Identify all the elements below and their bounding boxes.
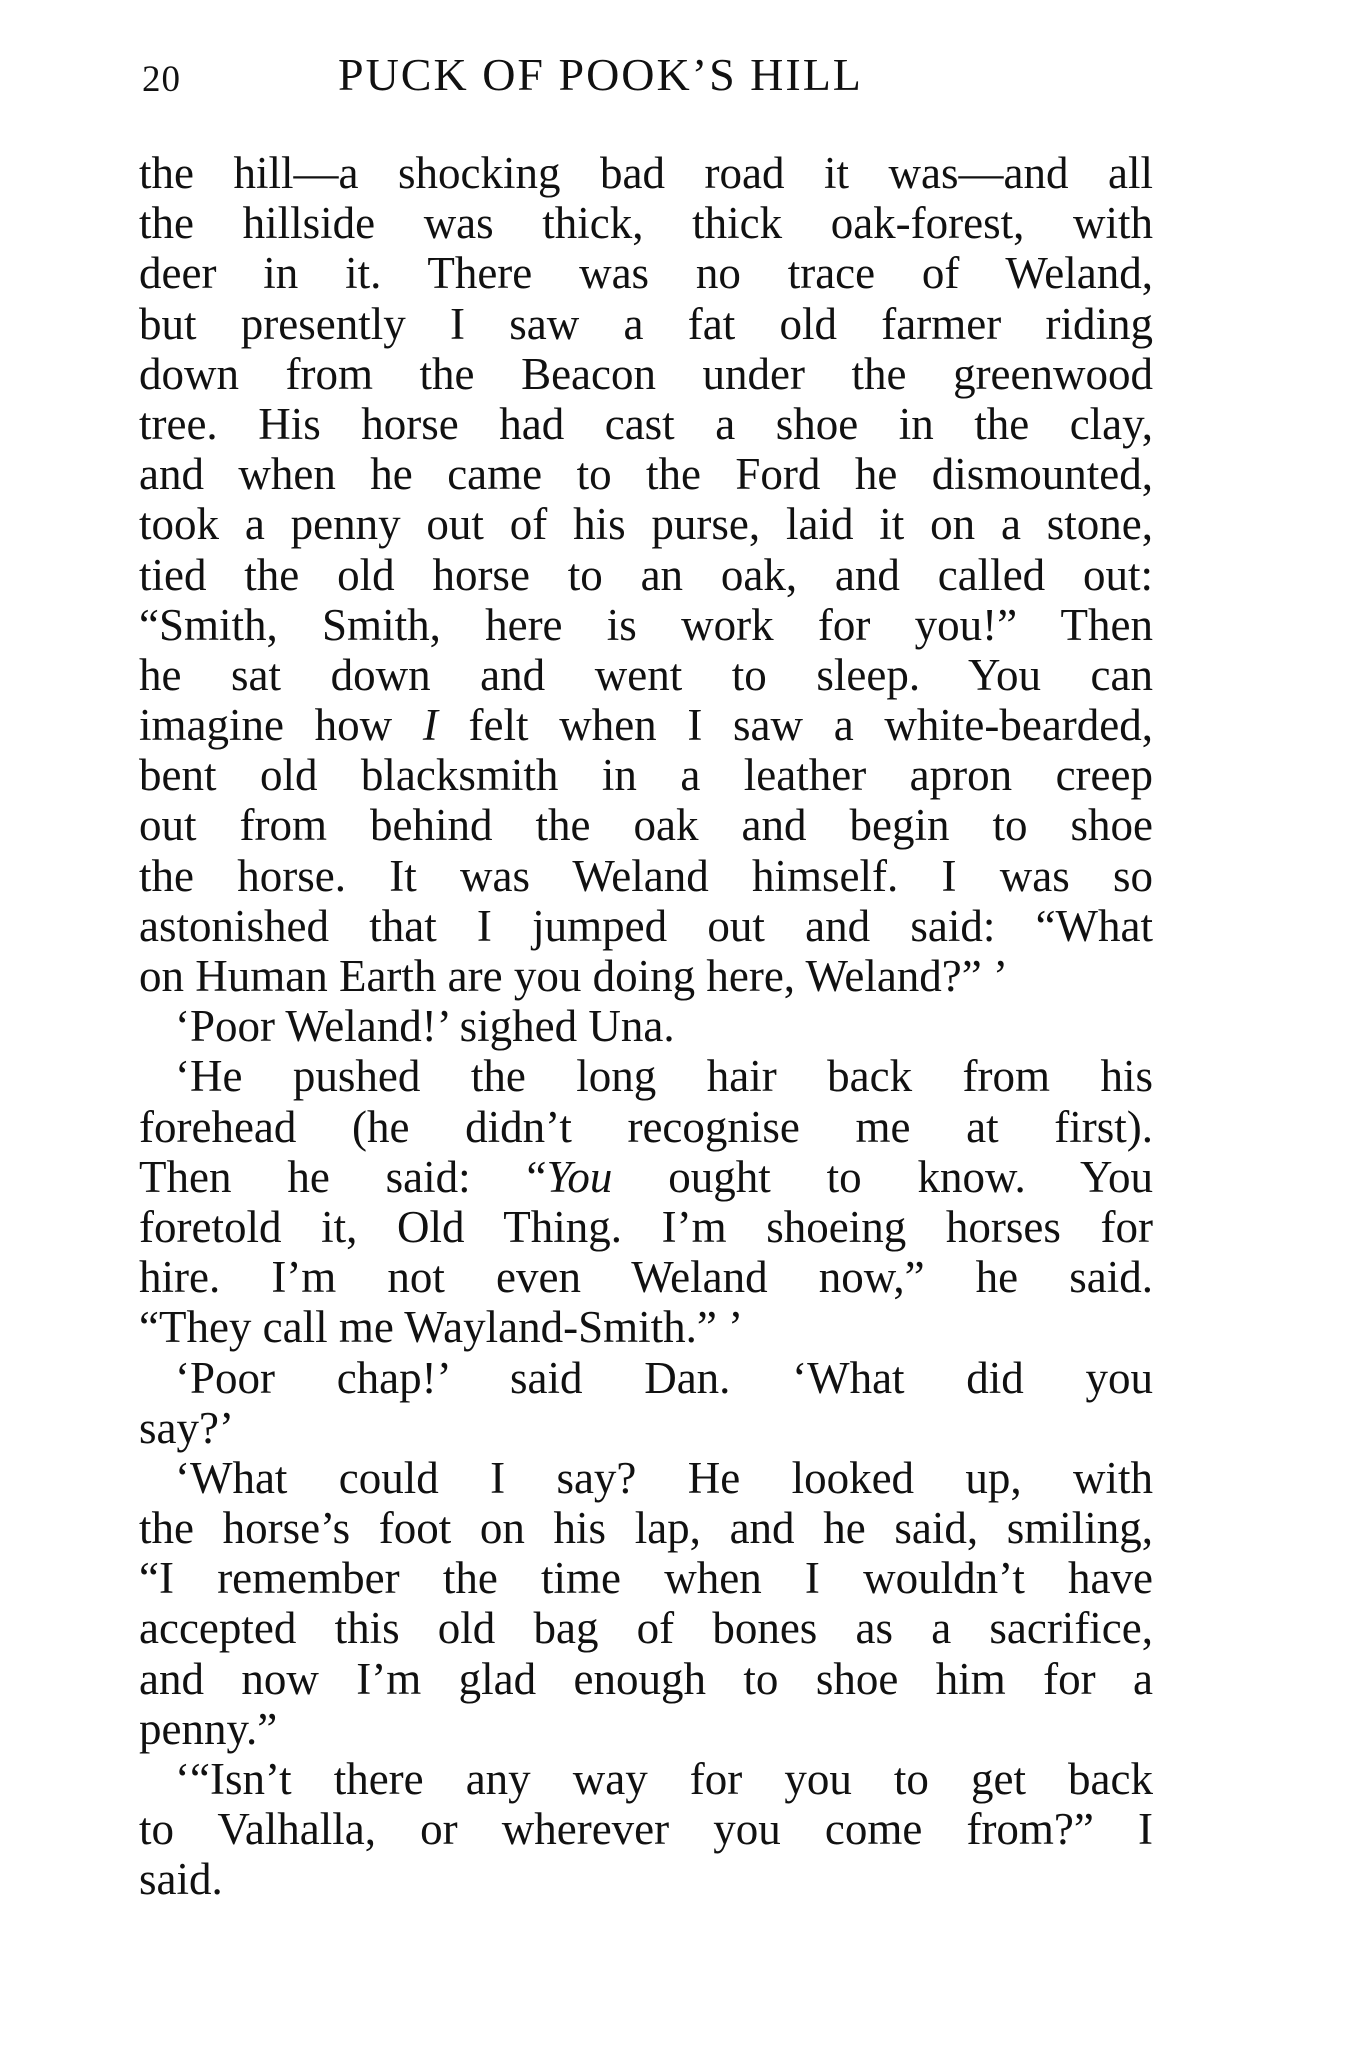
text-line: deer in it. There was no trace of Weland,	[139, 248, 1153, 299]
text-line: forehead (he didn’t recognise me at first).	[139, 1101, 1153, 1152]
text-line: and now I’m glad enough to shoe him for a	[139, 1653, 1153, 1704]
text-line	[139, 700, 1153, 750]
text-line: the horse’s foot on his lap, and he said, smiling,	[139, 1503, 1153, 1554]
text-segment: Then he said: “	[139, 1151, 547, 1202]
text-line: the hill—a shocking bad road it was—and all	[139, 148, 1153, 198]
emphasized-word: I	[422, 700, 438, 751]
text-line: hire. I’m not even Weland now,” he said.	[139, 1252, 1153, 1303]
text-line: ‘Poor Weland!’ sighed Una.	[175, 1001, 675, 1052]
text-line: the hillside was thick, thick oak-forest, with	[139, 198, 1153, 249]
text-line: he sat down and went to sleep. You can	[139, 649, 1153, 700]
text-line	[139, 1152, 1153, 1202]
text-line: bent old blacksmith in a leather apron creep	[139, 750, 1153, 801]
text-line: astonished that I jumped out and said: “What	[139, 900, 1153, 951]
text-line: tree. His horse had cast a shoe in the clay,	[139, 398, 1153, 449]
text-segment: ought to know. You	[612, 1151, 1153, 1202]
text-line: accepted this old bag of bones as a sacrifice,	[139, 1603, 1153, 1654]
text-line: tied the old horse to an oak, and called out:	[139, 549, 1153, 600]
text-line: ‘What could I say? He looked up, with	[175, 1452, 1153, 1503]
text-line: “I remember the time when I wouldn’t have	[139, 1553, 1153, 1604]
text-line: but presently I saw a fat old farmer riding	[139, 298, 1153, 349]
text-line: down from the Beacon under the greenwood	[139, 348, 1153, 399]
text-segment: felt when I saw a white-bearded,	[437, 700, 1153, 751]
running-title: PUCK OF POOK’S HILL	[338, 49, 863, 100]
text-line: “Smith, Smith, here is work for you!” Then	[139, 599, 1153, 650]
text-line: foretold it, Old Thing. I’m shoeing horses for	[139, 1201, 1153, 1252]
text-line: ‘Poor chap!’ said Dan. ‘What did you	[175, 1352, 1153, 1403]
text-line: ‘“Isn’t there any way for you to get back	[175, 1754, 1153, 1804]
text-line: say?’	[139, 1402, 234, 1453]
page-number: 20	[142, 59, 181, 100]
text-segment: imagine how	[139, 700, 423, 751]
text-line: took a penny out of his purse, laid it on a stone,	[139, 499, 1153, 550]
page-header	[0, 48, 1355, 118]
text-line: the horse. It was Weland himself. I was so	[139, 850, 1153, 901]
text-line: penny.”	[139, 1703, 278, 1754]
text-line: and when he came to the Ford he dismounted,	[139, 449, 1153, 500]
text-line: to Valhalla, or wherever you come from?” I	[139, 1804, 1153, 1855]
text-line: said.	[139, 1854, 223, 1905]
text-line: out from behind the oak and begin to shoe	[139, 800, 1153, 851]
emphasized-word: You	[546, 1151, 613, 1202]
text-line: on Human Earth are you doing here, Weland?” ’	[139, 951, 1008, 1001]
body-text	[139, 148, 1153, 1905]
text-line: “They call me Wayland-Smith.” ’	[139, 1302, 744, 1353]
text-line: ‘He pushed the long hair back from his	[175, 1051, 1153, 1102]
